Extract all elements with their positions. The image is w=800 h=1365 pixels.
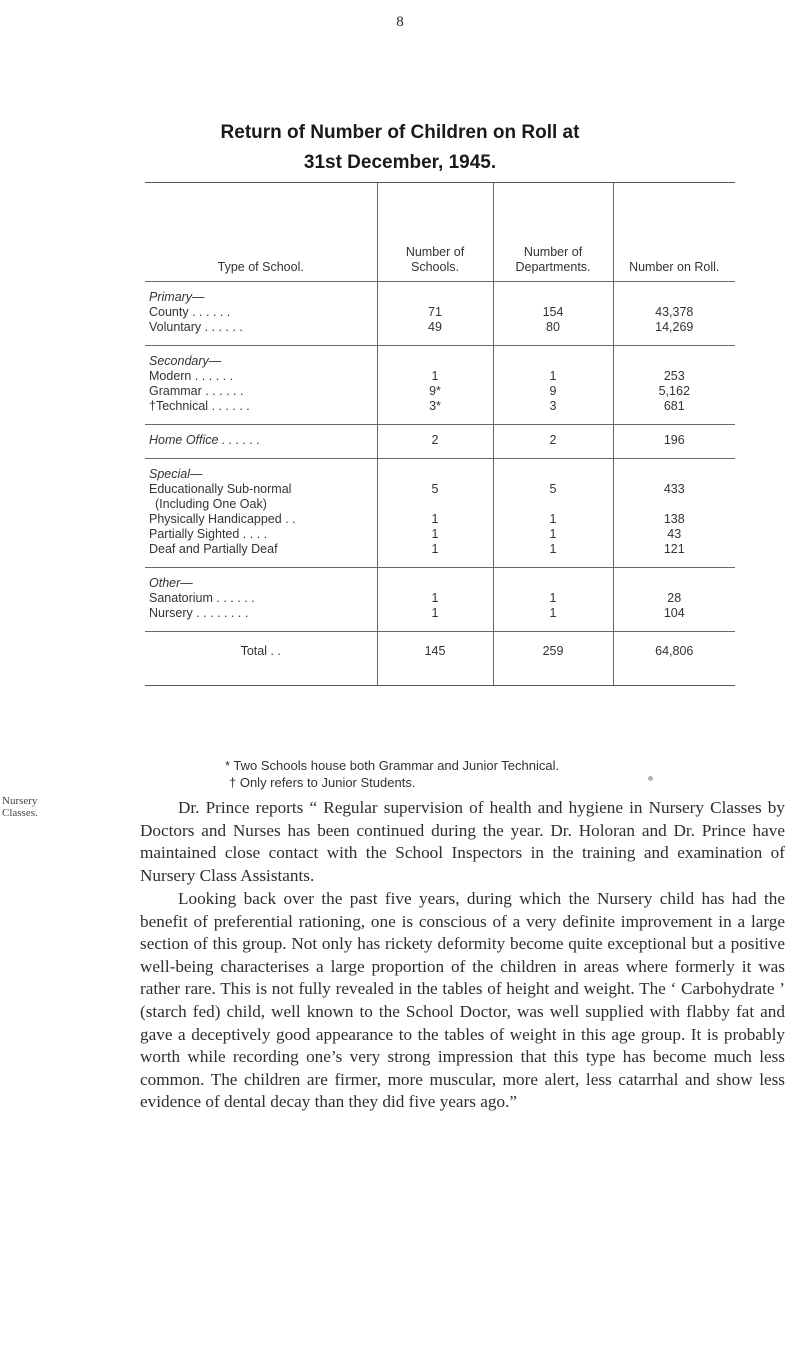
cell-departments: 1 — [549, 606, 557, 620]
cell-departments: 1 — [549, 369, 557, 383]
cell-roll: 43 — [667, 527, 682, 541]
footnote-dagger: † Only refers to Junior Students. — [229, 775, 416, 790]
header-type: Type of School. — [145, 183, 377, 282]
cell-roll: 138 — [663, 512, 685, 526]
row-label: Sanatorium . . . . . . — [149, 591, 255, 605]
cell-departments: 9 — [549, 384, 557, 398]
cell-departments: 80 — [546, 320, 560, 334]
category-label: Special— — [149, 467, 203, 481]
table-header-row — [145, 183, 735, 282]
row-label: Educationally Sub-normal — [149, 482, 292, 496]
cell-departments: 3 — [549, 399, 557, 413]
cell-roll: 28 — [667, 591, 682, 605]
table-group-home-office — [145, 425, 735, 459]
header-departments: Number of Departments. — [493, 183, 613, 282]
row-label: Partially Sighted . . . . — [149, 527, 268, 541]
cell-roll: 253 — [663, 369, 685, 383]
cell-departments: 1 — [549, 542, 557, 556]
table-total-row — [145, 632, 735, 686]
cell-roll: 121 — [663, 542, 685, 556]
cell-departments: 1 — [549, 527, 557, 541]
row-label: †Technical . . . . . . — [149, 399, 250, 413]
category-label: Other— — [149, 576, 193, 590]
cell-schools: 9* — [429, 384, 441, 398]
cell-roll: 433 — [663, 482, 685, 496]
cell-roll: 43,378 — [655, 305, 694, 319]
paragraph-1-text: Dr. Prince reports “ Regular supervision of health and hygiene in Nursery Classes by Doctors and Nurses has been continued during the year. Dr. Holoran and Dr. Prince have maintained close contact with the School Inspectors in the training and examination of Nursery Class Assistants. — [140, 798, 785, 885]
cell-schools: 1 — [431, 512, 439, 526]
margin-note: Nursery Classes. — [2, 795, 38, 819]
cell-departments: 2 — [549, 433, 557, 447]
cell-schools: 5 — [431, 482, 439, 496]
cell-departments: 154 — [542, 305, 564, 319]
total-departments: 259 — [542, 644, 564, 658]
cell-departments: 1 — [549, 591, 557, 605]
table-group-other — [145, 568, 735, 632]
paragraph-2-text: Looking back over the past five years, during which the Nursery child has had the benefit of preferential rationing, one is conscious of a very definite improvement in a large section of this group. Not only has rickety deformity become quite exceptional but a positive well-being characterises a large proportion of the children in areas where formerly it was rather rare. This is not fully revealed in the tables of height and weight. The ‘ Carbohydrate ’ (starch fed) child, well known to the School Doctor, was well supplied with flabby fat and gave a deceptively good appearance to the tables of weight in this age group. It is probably worth while recording one’s very strong impression that this type has become much less common. The children are firmer, more muscular, more alert, less catarrhal and show less evidence of dental decay than they did five years ago.” — [140, 889, 785, 1112]
cell-schools: 1 — [431, 527, 439, 541]
total-roll: 64,806 — [655, 644, 694, 658]
cell-departments: 1 — [549, 512, 557, 526]
table-group-special — [145, 459, 735, 568]
row-label: Nursery . . . . . . . . — [149, 606, 249, 620]
row-label: Home Office . . . . . . — [149, 433, 261, 447]
category-label: Secondary— — [149, 354, 222, 368]
total-schools: 145 — [424, 644, 446, 658]
page-title — [0, 118, 800, 178]
category-label: Primary— — [149, 290, 205, 304]
table-group-secondary — [145, 346, 735, 425]
paragraph-2 — [140, 888, 785, 1114]
paragraph-1 — [140, 797, 785, 887]
cell-roll: 104 — [663, 606, 685, 620]
roll-table-frame — [145, 182, 735, 686]
total-label: Total . . — [240, 644, 281, 658]
footnote-asterisk: * Two Schools house both Grammar and Junior Technical. — [225, 758, 560, 773]
row-label: Grammar . . . . . . — [149, 384, 244, 398]
row-label: Modern . . . . . . — [149, 369, 234, 383]
cell-roll: 14,269 — [655, 320, 694, 334]
cell-schools: 1 — [431, 606, 439, 620]
cell-departments: 5 — [549, 482, 557, 496]
cell-schools: 3* — [429, 399, 441, 413]
cell-schools: 1 — [431, 591, 439, 605]
cell-schools: 1 — [431, 369, 439, 383]
header-schools: Number of Schools. — [377, 183, 493, 282]
cell-roll: 5,162 — [658, 384, 690, 398]
table-group-primary — [145, 282, 735, 346]
cell-schools: 1 — [431, 542, 439, 556]
header-roll: Number on Roll. — [629, 260, 720, 274]
row-label: Voluntary . . . . . . — [149, 320, 243, 334]
ink-speck — [648, 776, 653, 781]
cell-schools: 2 — [431, 433, 439, 447]
page-number: 8 — [396, 14, 404, 30]
cell-roll: 196 — [663, 433, 685, 447]
cell-schools: 49 — [428, 320, 442, 334]
title-line-2: 31st December, 1945. — [303, 152, 497, 173]
row-label: County . . . . . . — [149, 305, 231, 319]
row-label: Deaf and Partially Deaf — [149, 542, 278, 556]
title-line-1: Return of Number of Children on Roll at — [220, 122, 580, 143]
cell-schools: 71 — [428, 305, 442, 319]
row-label: Physically Handicapped . . — [149, 512, 296, 526]
cell-roll: 681 — [663, 399, 685, 413]
roll-table — [145, 183, 735, 685]
row-label-continued: (Including One Oak) — [155, 497, 267, 511]
footnotes — [225, 757, 559, 791]
